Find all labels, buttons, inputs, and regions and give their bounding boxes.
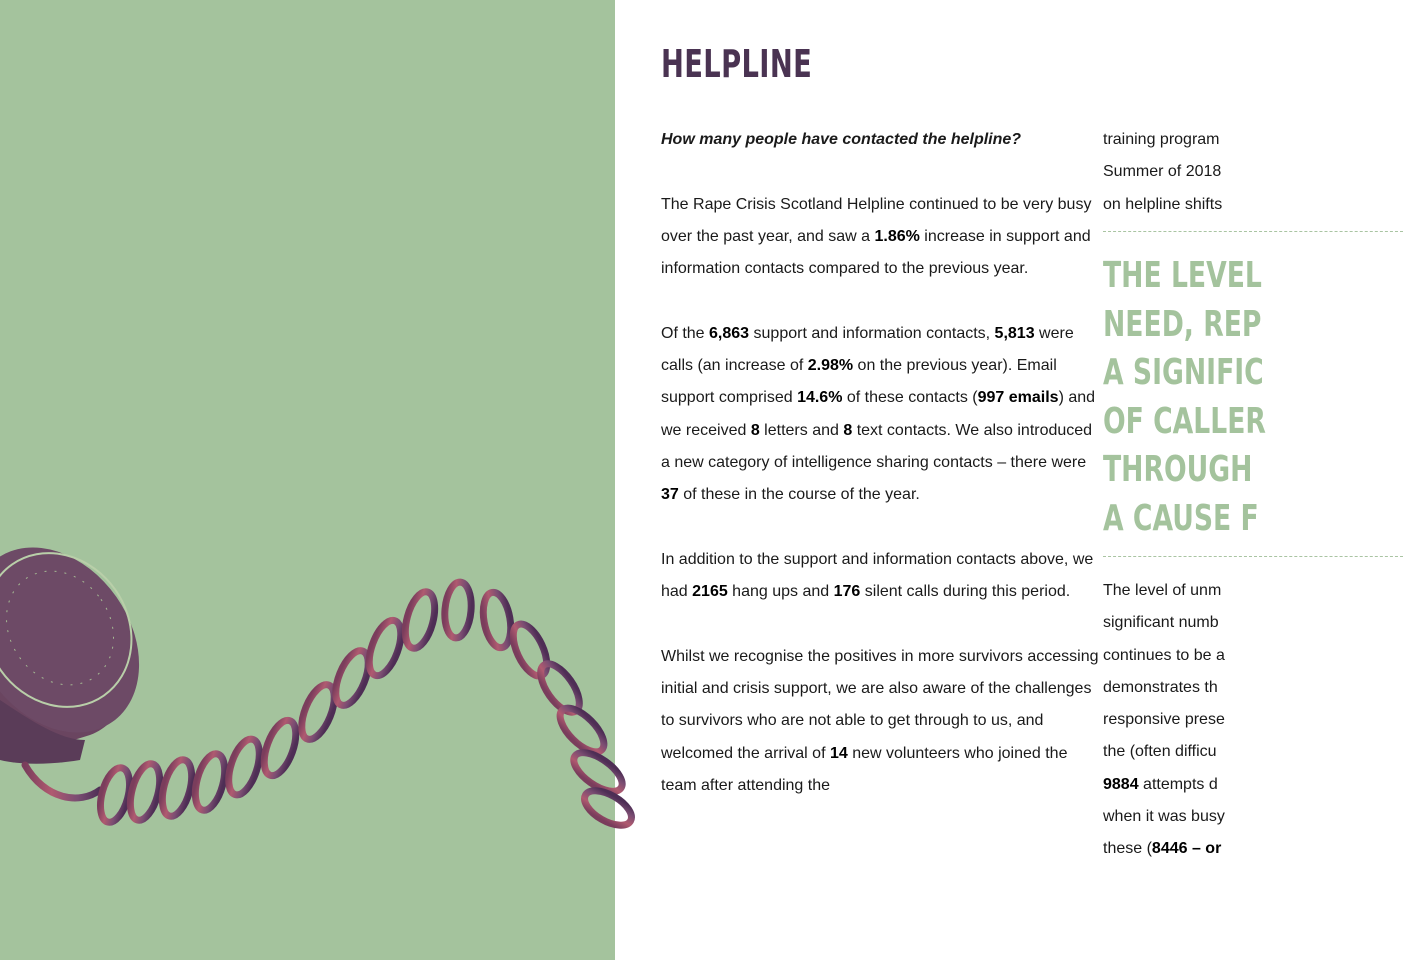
pull-quote-line: THROUGH bbox=[1103, 449, 1253, 490]
paragraph-1: The Rape Crisis Scotland Helpline continued to be very busy over the past year, and saw a 1.86% increase in support and information contacts compared to the previous year. bbox=[661, 195, 1092, 278]
illustration-panel bbox=[0, 0, 615, 960]
text-column-2-top bbox=[1103, 124, 1403, 221]
quote-divider-bottom bbox=[1103, 556, 1403, 557]
text-line: training program bbox=[1103, 131, 1220, 148]
text-line: Summer of 2018 bbox=[1103, 163, 1222, 181]
pull-quote bbox=[1103, 252, 1399, 543]
text-column-1 bbox=[661, 124, 1101, 835]
paragraph-3: In addition to the support and information contacts above, we had 2165 hang ups and 176 silent calls during this period. bbox=[661, 550, 1094, 601]
text-line: the (often difficu bbox=[1103, 743, 1217, 761]
text-line: when it was busy bbox=[1103, 808, 1225, 826]
page-title: HELPLINE bbox=[661, 42, 813, 86]
section-question: How many people have contacted the helpline? bbox=[661, 131, 1022, 148]
text-line: 9884 attempts d bbox=[1103, 775, 1218, 793]
paragraph-2: Of the 6,863 support and information contacts, 5,813 were calls (an increase of 2.98% on the previous year). Email support comprised 14.6% of these contacts (997 emails) and we received 8 letters and 8 text contacts. We also introduced a new category of intelligence sharing contacts – there were 37 of these in the course of the year. bbox=[661, 324, 1096, 504]
text-line: continues to be a bbox=[1103, 646, 1225, 664]
text-line: demonstrates th bbox=[1103, 678, 1218, 696]
text-line: on helpline shifts bbox=[1103, 195, 1223, 213]
text-line: these (8446 – or bbox=[1103, 840, 1222, 858]
text-line: significant numb bbox=[1103, 614, 1219, 632]
quote-divider-top bbox=[1103, 231, 1403, 232]
pull-quote-line: THE LEVEL bbox=[1103, 255, 1262, 296]
paragraph-4: Whilst we recognise the positives in more survivors accessing initial and crisis support, we are also aware of the challenges to survivors who are not able to get through to us, and welcomed the arrival of 14 new volunteers who joined the team after attending the bbox=[661, 647, 1099, 794]
pull-quote-line: A SIGNIFIC bbox=[1103, 352, 1264, 393]
telephone-icon bbox=[0, 0, 615, 960]
handset-icon bbox=[0, 515, 174, 765]
document-page bbox=[615, 0, 1266, 960]
pull-quote-line: OF CALLER bbox=[1103, 400, 1266, 442]
text-line: The level of unm bbox=[1103, 582, 1222, 599]
text-line: responsive prese bbox=[1103, 711, 1225, 729]
pull-quote-line: A CAUSE F bbox=[1103, 497, 1259, 539]
pull-quote-line: NEED, REP bbox=[1103, 303, 1262, 345]
text-column-2-bottom bbox=[1103, 575, 1403, 866]
